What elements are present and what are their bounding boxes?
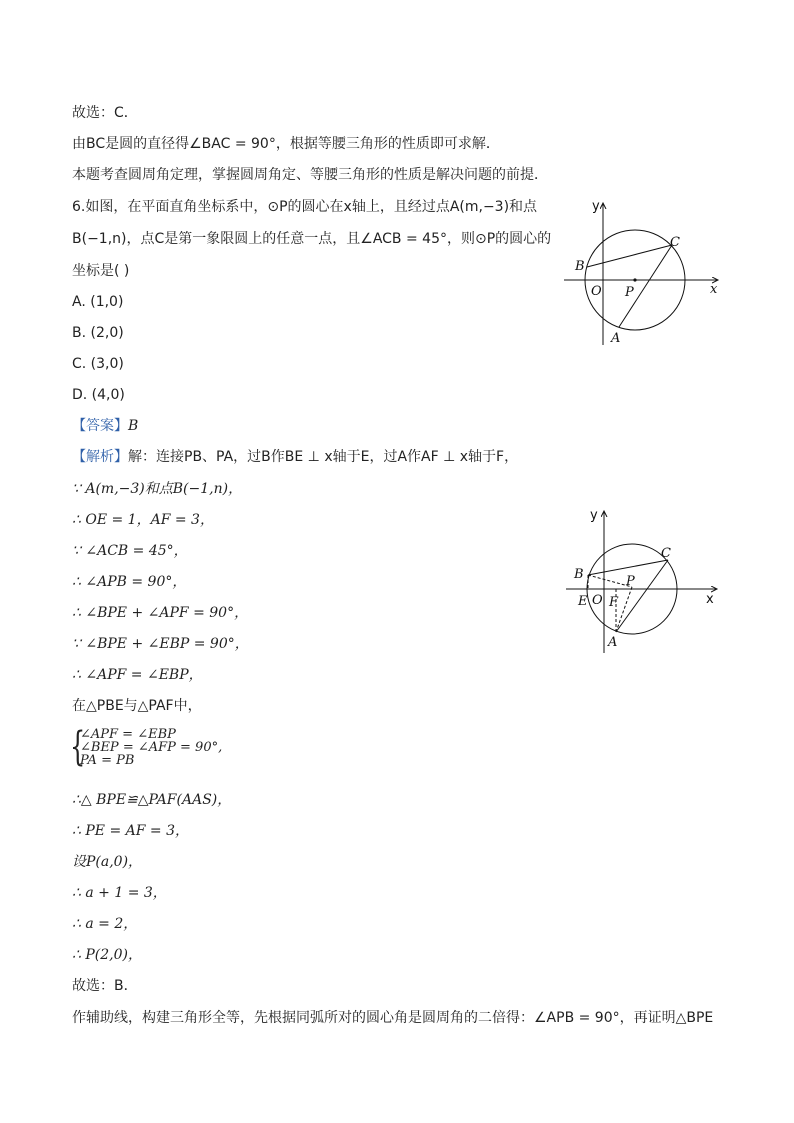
analysis-tag: 【解析】 xyxy=(72,449,128,465)
a-label: A xyxy=(608,635,618,650)
text-line-3: 本题考查圆周角定理，掌握圆周角定、等腰三角形的性质是解决问题的前提． xyxy=(72,167,548,183)
option-b: B. (2,0) xyxy=(72,325,124,341)
answer-line xyxy=(72,417,138,435)
step-12: ∴ a + 1 = 3， xyxy=(72,885,167,901)
analysis-text: 解：连接PB、PA，过B作BE ⊥ x轴于E，过A作AF ⊥ x轴于F， xyxy=(128,449,519,465)
step-10: ∴ PE = AF = 3， xyxy=(72,823,189,839)
analysis-line xyxy=(72,448,518,466)
chord-bc xyxy=(588,560,668,575)
case-brace: { xyxy=(70,724,86,770)
b-label: B xyxy=(574,567,584,582)
figure-2-circle-diagram xyxy=(560,505,730,660)
chord-ca xyxy=(616,560,668,632)
case-line-1: ∠APF = ∠EBP xyxy=(80,727,176,742)
a-label: A xyxy=(611,331,621,346)
step-7: ∴ ∠APF = ∠EBP， xyxy=(72,667,203,683)
question-6-line-3: 坐标是( ) xyxy=(72,263,130,279)
f-label: F xyxy=(609,595,619,610)
option-d: D. (4,0) xyxy=(72,387,125,403)
step-11: 设P(a,0)， xyxy=(72,854,143,870)
p-label: P xyxy=(626,574,635,589)
case-line-2: ∠BEP = ∠AFP = 90°, xyxy=(80,740,223,755)
step-6: ∵ ∠BPE + ∠EBP = 90°， xyxy=(72,636,249,652)
step-8: 在△PBE与△PAF中， xyxy=(72,698,202,714)
segment-pa xyxy=(616,587,632,632)
step-15: 故选：B． xyxy=(72,978,138,994)
answer-value: B xyxy=(128,418,139,434)
origin-label: O xyxy=(592,593,603,608)
origin-label: O xyxy=(591,284,602,299)
question-6-line-2: B(−1,n)，点C是第一象限圆上的任意一点，且∠ACB = 45°，则⊙P的圆心的 xyxy=(72,231,552,247)
c-label: C xyxy=(670,235,680,250)
step-9: ∴△ BPE≌△PAF(AAS)， xyxy=(72,792,232,808)
step-3: ∵ ∠ACB = 45°， xyxy=(72,543,188,559)
x-label: x xyxy=(710,282,718,297)
figure-1-circle-diagram xyxy=(560,195,730,355)
c-label: C xyxy=(661,546,671,561)
step-16: 作辅助线，构建三角形全等，先根据同弧所对的圆心角是圆周角的二倍得：∠APB = 90°，再证明△BPE xyxy=(72,1010,714,1026)
p-label: P xyxy=(625,285,634,300)
step-4: ∴ ∠APB = 90°， xyxy=(72,574,187,590)
step-13: ∴ a = 2， xyxy=(72,916,138,932)
option-a: A. (1,0) xyxy=(72,294,124,310)
text-line-1: 故选：C． xyxy=(72,105,138,121)
center-point xyxy=(633,278,636,281)
step-2: ∴ OE = 1，AF = 3， xyxy=(72,512,214,528)
b-label: B xyxy=(575,259,585,274)
step-14: ∴ P(2,0)， xyxy=(72,947,142,963)
chord-bc xyxy=(587,245,672,267)
text-line-2: 由BC是圆的直径得∠BAC = 90°，根据等腰三角形的性质即可求解． xyxy=(72,136,500,152)
question-6-line-1: 6.如图，在平面直角坐标系中，⊙P的圆心在x轴上，且经过点A(m,−3)和点 xyxy=(72,199,538,215)
y-label: y xyxy=(590,508,598,523)
option-c: C. (3,0) xyxy=(72,356,124,372)
step-5: ∴ ∠BPE + ∠APF = 90°， xyxy=(72,605,249,621)
e-label: E xyxy=(578,594,588,609)
step-1: ∵ A(m,−3)和点B(−1,n)， xyxy=(72,481,243,497)
case-line-3: PA = PB xyxy=(80,753,135,768)
y-label: y xyxy=(592,199,600,214)
x-label: x xyxy=(706,592,714,607)
answer-tag: 【答案】 xyxy=(72,418,128,434)
